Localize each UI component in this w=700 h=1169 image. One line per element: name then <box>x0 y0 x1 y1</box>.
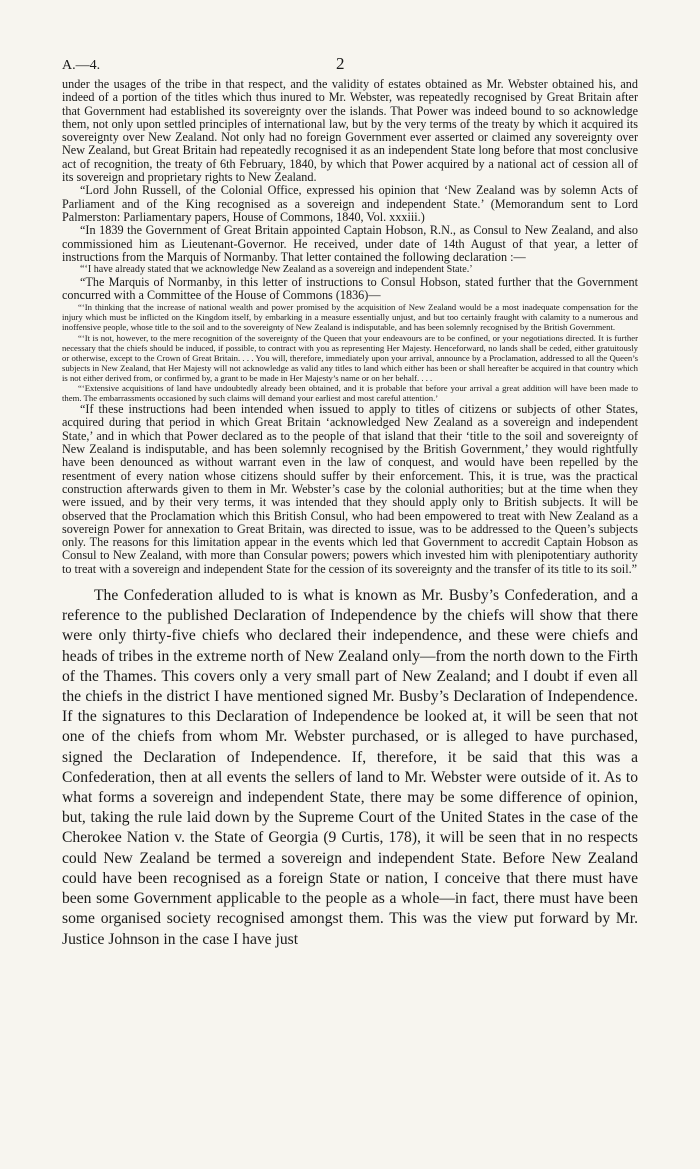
paragraph-normanby: “The Marquis of Normanby, in this letter of instructions to Consul Hobson, stated further that the Government concurred with a Committee of the House of Commons (1836)— <box>62 274 638 302</box>
paragraph-continuation: under the usages of the tribe in that respect, and the validity of estates obtained as Mr. Webster obtained his, and indeed of a portion of the titles which thus inured to Mr. Webster, was repeatedly recognised by Great Britain after that Government had established its sovereignty over the islands. That Power was indeed bound to so acknowledge them, not only upon settled principles of international law, but by the very terms of the treaty by which it acquired its sovereignty over New Zealand. Not only had no foreign Government ever asserted or claimed any sovereignty over New Zealand, but Great Britain had repeatedly recognised it as an independent State long before that most conclusive act of recognition, the treaty of 6th February, 1840, by which that Power acquired by a national act of cession all of its sovereign and proprietary rights to New Zealand. <box>62 77 638 185</box>
document-page <box>62 52 638 950</box>
quote-committee: “‘In thinking that the increase of national wealth and power promised by the acquisition of New Zealand would be a most inadequate compensation for the injury which must be inflicted on the Kingdom itself, by embarking in a measure essentially unjust, and but too certainly fraught with calamity to a numerous and inoffensive people, whose title to the soil and to the sovereignty of New Zealand is indisputable, and has been solemnly recognised by the British Government. <box>62 302 638 333</box>
quote-acquisitions: “‘Extensive acquisitions of land have undoubtedly already been obtained, and it is probable that before your arrival a great addition will have been made to them. The embarrassments occasioned by such claims will demand your earliest and most careful attention.’ <box>62 383 638 404</box>
parliamentary-paper-reference: A.—4. <box>62 58 101 73</box>
paragraph-russell: “Lord John Russell, of the Colonial Office, expressed his opinion that ‘New Zealand was by solemn Acts of Parliament and of the King recognised as a sovereign and independent State.’ (Memorandum sent to Lord Palmerston: Parliamentary papers, House of Commons, 1840, Vol. xxxiii.) <box>62 183 638 224</box>
page-number: 2 <box>336 54 345 73</box>
paragraph-hobson: “In 1839 the Government of Great Britain appointed Captain Hobson, R.N., as Consul to New Zealand, and also commissioned him as Lieutenant-Governor. He received, under date of 14th August of that year, a letter of instructions from the Marquis of Normanby. That letter contained the following declaration :— <box>62 223 638 264</box>
quote-acknowledgement: “‘I have already stated that we acknowledge New Zealand as a sovereign and independent State.’ <box>80 264 473 276</box>
paragraph-instructions-analysis: “If these instructions had been intended when issued to apply to titles of citizens or subjects of other States, acquired during that period in which Great Britain ‘acknowledged New Zealand as a sovereign and independent State,’ and in which that Power declared as to the people of that island that their ‘title to the soil and sovereignty of New Zealand is indisputable, and has been solemnly recognised by the British Government,’ they would rightfully have been denounced as without warrant even in the law of conquest, and would have been repelled by the resentment of every nation whose citizens should suffer by their enforcement. This, it is true, was the practical construction afterwards given to them in Mr. Webster’s case by the colonial authorities; but at the time when they were issued, and by their very terms, it was intended that they should apply only to British subjects. It will be observed that the Proclamation which this British Consul, who had been empowered to treat with New Zealand as a sovereign Power for annexation to Great Britain, was directed to issue, was to be addressed to the Queen’s subjects only. The reasons for this limitation appear in the events which led that Government to accredit Captain Hobson as Consul to New Zealand, with more than Consular powers; powers which invested him with plenipotentiary authority to treat with a sovereign and independent State for the cession of its sovereignty and the transfer of its title to its soil.” <box>62 402 638 576</box>
quote-instructions: “‘It is not, however, to the mere recognition of the sovereignty of the Queen that your endeavours are to be confined, or your negotiations directed. It is further necessary that the chiefs should be induced, if possible, to contract with you as representing Her Majesty. Henceforward, no lands shall be ceded, either gratuitously or otherwise, except to the Crown of Great Britain. . . . You will, therefore, immediately upon your arrival, announce by a Proclamation, addressed to all the Queen’s subjects in New Zealand, that Her Majesty will not acknowledge as valid any titles to land which either has been or shall hereafter be acquired in that country which is not either derived from, or confirmed by, a grant to be made in Her Majesty’s name or on her behalf. . . . <box>62 332 638 383</box>
paragraph-confederation: The Confederation alluded to is what is known as Mr. Busby’s Confederation, and a reference to the published Declaration of Independence by the chiefs will show that there were only thirty-five chiefs who declared their independence, and these were chiefs and heads of tribes in the extreme north of New Zealand only—from the north down to the Firth of the Thames. This covers only a very small part of New Zealand; and I doubt if even all the chiefs in the district I have mentioned signed Mr. Busby’s Declaration of Independence. If the signatures to this Declaration of Independence be looked at, it will be seen that not one of the chiefs from whom Mr. Webster purchased, or is alleged to have purchased, signed the Declaration of Independence. If, therefore, it be said that this was a Confederation, then at all events the sellers of land to Mr. Webster were outside of it. As to what forms a sovereign and independent State, there may be some difference of opinion, but, taking the rule laid down by the Supreme Court of the United States in the case of the Cherokee Nation v. the State of Georgia (9 Curtis, 178), it will be seen that in no respects could New Zealand be termed a sovereign and independent State. Before New Zealand could have been recognised as a foreign State or nation, I conceive that there must have been some Government applicable to the people as a whole—in fact, there must have been some organised society recognised amongst them. This was the view put forward by Mr. Justice Johnson in the case I have just <box>62 587 638 948</box>
page-header <box>62 52 638 76</box>
